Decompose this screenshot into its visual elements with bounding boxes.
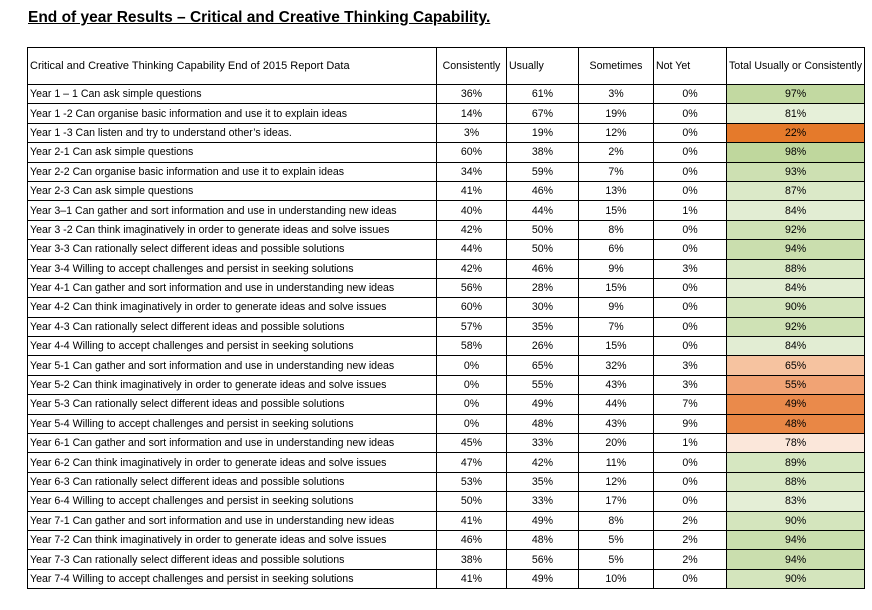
cell-usually: 19% — [507, 123, 579, 142]
cell-consistently: 42% — [437, 259, 507, 278]
header-not-yet: Not Yet — [654, 48, 727, 85]
cell-not-yet: 0% — [654, 472, 727, 491]
cell-consistently: 0% — [437, 356, 507, 375]
cell-description: Year 6-1 Can gather and sort information and use in understanding new ideas — [28, 434, 437, 453]
cell-not-yet: 1% — [654, 434, 727, 453]
cell-consistently: 60% — [437, 298, 507, 317]
cell-description: Year 7-3 Can rationally select different ideas and possible solutions — [28, 550, 437, 569]
table-row — [28, 472, 865, 491]
cell-description: Year 3-3 Can rationally select different ideas and possible solutions — [28, 240, 437, 259]
cell-not-yet: 0% — [654, 123, 727, 142]
cell-not-yet: 0% — [654, 85, 727, 104]
cell-usually: 67% — [507, 104, 579, 123]
cell-sometimes: 12% — [579, 123, 654, 142]
cell-not-yet: 0% — [654, 337, 727, 356]
cell-consistently: 40% — [437, 201, 507, 220]
cell-sometimes: 12% — [579, 472, 654, 491]
cell-usually: 28% — [507, 278, 579, 297]
cell-usually: 49% — [507, 569, 579, 588]
cell-description: Year 4-1 Can gather and sort information and use in understanding new ideas — [28, 278, 437, 297]
cell-description: Year 2-1 Can ask simple questions — [28, 143, 437, 162]
cell-consistently: 41% — [437, 569, 507, 588]
cell-sometimes: 8% — [579, 511, 654, 530]
cell-sometimes: 2% — [579, 143, 654, 162]
cell-not-yet: 0% — [654, 278, 727, 297]
cell-not-yet: 0% — [654, 317, 727, 336]
cell-usually: 26% — [507, 337, 579, 356]
cell-total: 48% — [727, 414, 865, 433]
cell-sometimes: 3% — [579, 85, 654, 104]
cell-usually: 49% — [507, 511, 579, 530]
cell-total: 55% — [727, 375, 865, 394]
cell-description: Year 2-3 Can ask simple questions — [28, 181, 437, 200]
cell-consistently: 60% — [437, 143, 507, 162]
page-title: End of year Results – Critical and Creative Thinking Capability. — [28, 9, 491, 26]
cell-total: 22% — [727, 123, 865, 142]
cell-consistently: 45% — [437, 434, 507, 453]
cell-sometimes: 7% — [579, 162, 654, 181]
table-row — [28, 337, 865, 356]
cell-not-yet: 0% — [654, 453, 727, 472]
cell-consistently: 44% — [437, 240, 507, 259]
cell-sometimes: 10% — [579, 569, 654, 588]
cell-sometimes: 8% — [579, 220, 654, 239]
header-description: Critical and Creative Thinking Capability End of 2015 Report Data — [28, 48, 437, 85]
cell-consistently: 41% — [437, 511, 507, 530]
cell-consistently: 50% — [437, 492, 507, 511]
cell-not-yet: 9% — [654, 414, 727, 433]
cell-consistently: 57% — [437, 317, 507, 336]
cell-description: Year 1 – 1 Can ask simple questions — [28, 85, 437, 104]
cell-total: 88% — [727, 472, 865, 491]
cell-usually: 61% — [507, 85, 579, 104]
cell-sometimes: 15% — [579, 337, 654, 356]
table-row — [28, 123, 865, 142]
cell-description: Year 6-4 Willing to accept challenges and persist in seeking solutions — [28, 492, 437, 511]
table-row — [28, 530, 865, 549]
cell-sometimes: 5% — [579, 550, 654, 569]
cell-total: 84% — [727, 337, 865, 356]
cell-total: 78% — [727, 434, 865, 453]
table-row — [28, 511, 865, 530]
cell-usually: 56% — [507, 550, 579, 569]
cell-sometimes: 9% — [579, 298, 654, 317]
cell-not-yet: 0% — [654, 104, 727, 123]
table-row — [28, 395, 865, 414]
cell-sometimes: 15% — [579, 278, 654, 297]
cell-usually: 50% — [507, 240, 579, 259]
cell-usually: 44% — [507, 201, 579, 220]
cell-sometimes: 43% — [579, 414, 654, 433]
cell-total: 84% — [727, 278, 865, 297]
header-sometimes: Sometimes — [579, 48, 654, 85]
cell-description: Year 7-4 Willing to accept challenges and persist in seeking solutions — [28, 569, 437, 588]
table-header-row — [28, 48, 865, 85]
cell-total: 81% — [727, 104, 865, 123]
cell-total: 87% — [727, 181, 865, 200]
cell-description: Year 3-4 Willing to accept challenges and persist in seeking solutions — [28, 259, 437, 278]
cell-not-yet: 3% — [654, 375, 727, 394]
cell-consistently: 3% — [437, 123, 507, 142]
cell-consistently: 41% — [437, 181, 507, 200]
cell-total: 84% — [727, 201, 865, 220]
cell-not-yet: 0% — [654, 298, 727, 317]
table-body — [28, 85, 865, 589]
cell-consistently: 14% — [437, 104, 507, 123]
table-row — [28, 317, 865, 336]
cell-sometimes: 20% — [579, 434, 654, 453]
cell-usually: 38% — [507, 143, 579, 162]
cell-sometimes: 17% — [579, 492, 654, 511]
cell-consistently: 34% — [437, 162, 507, 181]
table-row — [28, 298, 865, 317]
cell-not-yet: 0% — [654, 181, 727, 200]
cell-total: 88% — [727, 259, 865, 278]
cell-not-yet: 3% — [654, 259, 727, 278]
cell-total: 97% — [727, 85, 865, 104]
cell-total: 92% — [727, 317, 865, 336]
cell-usually: 33% — [507, 492, 579, 511]
cell-sometimes: 44% — [579, 395, 654, 414]
cell-description: Year 1 -2 Can organise basic information and use it to explain ideas — [28, 104, 437, 123]
cell-usually: 48% — [507, 414, 579, 433]
cell-usually: 59% — [507, 162, 579, 181]
cell-description: Year 5-3 Can rationally select different ideas and possible solutions — [28, 395, 437, 414]
cell-description: Year 1 -3 Can listen and try to understand other’s ideas. — [28, 123, 437, 142]
cell-usually: 50% — [507, 220, 579, 239]
cell-total: 98% — [727, 143, 865, 162]
cell-description: Year 5-4 Willing to accept challenges and persist in seeking solutions — [28, 414, 437, 433]
cell-description: Year 7-2 Can think imaginatively in order to generate ideas and solve issues — [28, 530, 437, 549]
cell-total: 49% — [727, 395, 865, 414]
results-table — [27, 47, 865, 589]
cell-usually: 42% — [507, 453, 579, 472]
cell-not-yet: 0% — [654, 569, 727, 588]
cell-consistently: 56% — [437, 278, 507, 297]
cell-description: Year 7-1 Can gather and sort information and use in understanding new ideas — [28, 511, 437, 530]
cell-not-yet: 3% — [654, 356, 727, 375]
cell-total: 93% — [727, 162, 865, 181]
table-row — [28, 375, 865, 394]
table-row — [28, 278, 865, 297]
table-row — [28, 240, 865, 259]
cell-sometimes: 7% — [579, 317, 654, 336]
cell-not-yet: 0% — [654, 240, 727, 259]
cell-consistently: 42% — [437, 220, 507, 239]
cell-total: 92% — [727, 220, 865, 239]
cell-description: Year 6-2 Can think imaginatively in order to generate ideas and solve issues — [28, 453, 437, 472]
header-consistently: Consistently — [437, 48, 507, 85]
cell-usually: 30% — [507, 298, 579, 317]
cell-consistently: 0% — [437, 395, 507, 414]
cell-total: 89% — [727, 453, 865, 472]
cell-description: Year 4-4 Willing to accept challenges and persist in seeking solutions — [28, 337, 437, 356]
cell-sometimes: 13% — [579, 181, 654, 200]
cell-consistently: 36% — [437, 85, 507, 104]
cell-usually: 35% — [507, 472, 579, 491]
cell-not-yet: 0% — [654, 220, 727, 239]
cell-total: 90% — [727, 511, 865, 530]
cell-total: 94% — [727, 550, 865, 569]
cell-consistently: 58% — [437, 337, 507, 356]
header-usually: Usually — [507, 48, 579, 85]
cell-usually: 46% — [507, 259, 579, 278]
table-row — [28, 162, 865, 181]
cell-not-yet: 0% — [654, 162, 727, 181]
cell-description: Year 4-2 Can think imaginatively in order to generate ideas and solve issues — [28, 298, 437, 317]
cell-sometimes: 9% — [579, 259, 654, 278]
table-row — [28, 201, 865, 220]
cell-consistently: 53% — [437, 472, 507, 491]
cell-consistently: 0% — [437, 375, 507, 394]
table-row — [28, 453, 865, 472]
cell-not-yet: 2% — [654, 530, 727, 549]
cell-description: Year 5-1 Can gather and sort information and use in understanding new ideas — [28, 356, 437, 375]
cell-sometimes: 11% — [579, 453, 654, 472]
cell-not-yet: 0% — [654, 143, 727, 162]
table-row — [28, 259, 865, 278]
cell-description: Year 4-3 Can rationally select different ideas and possible solutions — [28, 317, 437, 336]
cell-description: Year 5-2 Can think imaginatively in order to generate ideas and solve issues — [28, 375, 437, 394]
table-row — [28, 356, 865, 375]
cell-usually: 35% — [507, 317, 579, 336]
cell-description: Year 3–1 Can gather and sort information and use in understanding new ideas — [28, 201, 437, 220]
cell-sometimes: 32% — [579, 356, 654, 375]
cell-usually: 49% — [507, 395, 579, 414]
cell-sometimes: 15% — [579, 201, 654, 220]
table-row — [28, 181, 865, 200]
table-row — [28, 104, 865, 123]
cell-usually: 33% — [507, 434, 579, 453]
table-row — [28, 414, 865, 433]
cell-consistently: 46% — [437, 530, 507, 549]
cell-total: 83% — [727, 492, 865, 511]
cell-usually: 65% — [507, 356, 579, 375]
cell-total: 65% — [727, 356, 865, 375]
cell-description: Year 6-3 Can rationally select different ideas and possible solutions — [28, 472, 437, 491]
table-row — [28, 492, 865, 511]
table-row — [28, 569, 865, 588]
table-row — [28, 85, 865, 104]
cell-consistently: 38% — [437, 550, 507, 569]
cell-sometimes: 6% — [579, 240, 654, 259]
table-row — [28, 550, 865, 569]
cell-not-yet: 1% — [654, 201, 727, 220]
cell-description: Year 3 -2 Can think imaginatively in order to generate ideas and solve issues — [28, 220, 437, 239]
cell-usually: 48% — [507, 530, 579, 549]
cell-consistently: 0% — [437, 414, 507, 433]
table-row — [28, 143, 865, 162]
cell-consistently: 47% — [437, 453, 507, 472]
cell-sometimes: 19% — [579, 104, 654, 123]
cell-total: 94% — [727, 530, 865, 549]
table-row — [28, 434, 865, 453]
cell-not-yet: 0% — [654, 492, 727, 511]
cell-not-yet: 2% — [654, 511, 727, 530]
cell-total: 90% — [727, 298, 865, 317]
cell-total: 94% — [727, 240, 865, 259]
header-total: Total Usually or Consistently — [727, 48, 865, 85]
cell-total: 90% — [727, 569, 865, 588]
table-row — [28, 220, 865, 239]
cell-not-yet: 2% — [654, 550, 727, 569]
cell-usually: 55% — [507, 375, 579, 394]
cell-sometimes: 43% — [579, 375, 654, 394]
cell-sometimes: 5% — [579, 530, 654, 549]
cell-usually: 46% — [507, 181, 579, 200]
cell-not-yet: 7% — [654, 395, 727, 414]
cell-description: Year 2-2 Can organise basic information and use it to explain ideas — [28, 162, 437, 181]
